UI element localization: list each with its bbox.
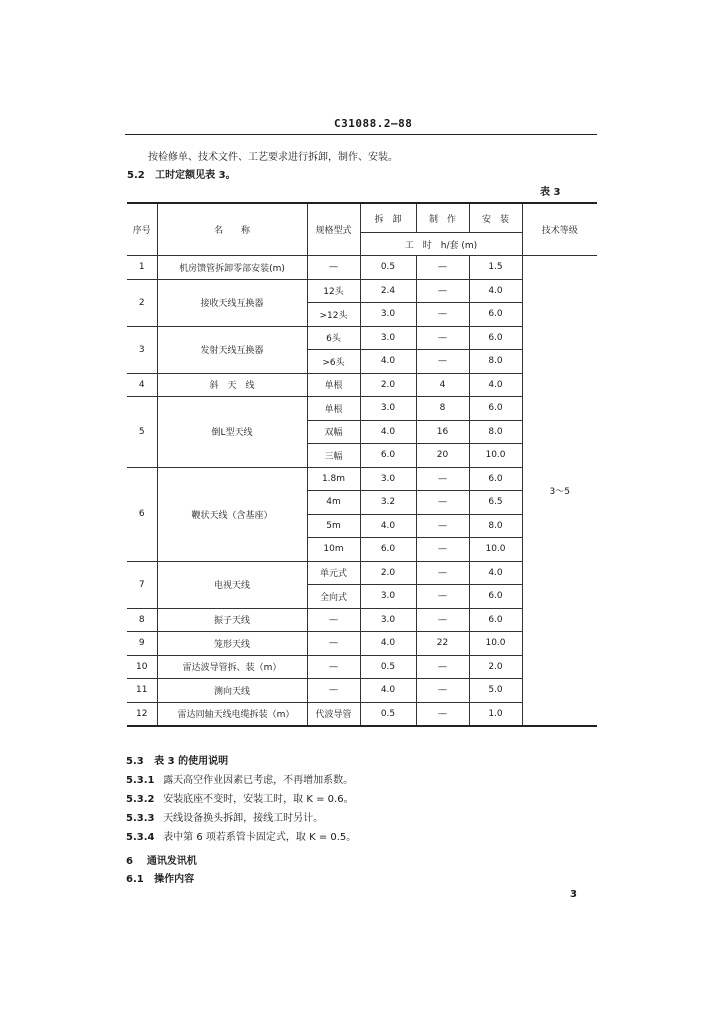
row-name: 雷达同轴天线电缆拆装（m） [157,702,307,726]
intro-text: 按检修单、技术文件、工艺要求进行拆卸，制作、安装。 [148,152,398,163]
row-make: 20 [416,444,469,468]
row-seq: 12 [127,702,157,726]
row-name: 测向天线 [157,679,307,703]
row-install: 1.0 [469,702,522,726]
note-item [126,790,354,805]
work-hour-table [127,202,597,727]
row-remove: 4.0 [360,632,416,656]
row-make: — [416,303,469,327]
row-remove: 4.0 [360,420,416,444]
note-item [126,771,353,786]
header-install: 安 装 [469,203,522,233]
header-seq: 序号 [127,203,157,256]
row-make: — [416,256,469,280]
row-remove: 3.0 [360,397,416,421]
row-install: 6.0 [469,326,522,350]
row-remove: 3.0 [360,303,416,327]
header-make: 制 作 [416,203,469,233]
row-install: 8.0 [469,420,522,444]
row-make: — [416,350,469,374]
row-remove: 6.0 [360,444,416,468]
row-seq: 8 [127,608,157,632]
section-5-3 [126,752,228,767]
section-5-2-title: 工时定额见表 3。 [155,170,236,181]
row-install: 5.0 [469,679,522,703]
row-install: 10.0 [469,632,522,656]
row-seq: 5 [127,397,157,468]
row-make: 8 [416,397,469,421]
row-remove: 2.0 [360,373,416,397]
row-make: — [416,679,469,703]
row-make: — [416,585,469,609]
row-spec: 双幅 [307,420,360,444]
row-make: — [416,279,469,303]
document-code: C31088.2—88 [334,117,413,130]
row-name: 发射天线互换器 [157,326,307,373]
row-seq: 2 [127,279,157,326]
page-number: 3 [570,889,577,900]
row-install: 6.5 [469,491,522,515]
row-name: 雷达波导管拆、装（m） [157,655,307,679]
row-install: 8.0 [469,514,522,538]
row-install: 6.0 [469,467,522,491]
note-number: 5.3.4 [126,832,155,843]
row-install: 4.0 [469,279,522,303]
row-spec: — [307,632,360,656]
table-row [127,256,597,280]
row-spec: 12头 [307,279,360,303]
row-make: 22 [416,632,469,656]
row-spec: 全向式 [307,585,360,609]
row-spec: — [307,256,360,280]
row-seq: 10 [127,655,157,679]
note-number: 5.3.1 [126,775,155,786]
row-remove: 4.0 [360,350,416,374]
row-name: 电视天线 [157,561,307,608]
row-remove: 3.0 [360,608,416,632]
row-remove: 0.5 [360,256,416,280]
note-item [126,828,356,843]
row-seq: 11 [127,679,157,703]
row-install: 6.0 [469,585,522,609]
row-name: 振子天线 [157,608,307,632]
row-spec: 6头 [307,326,360,350]
row-make: — [416,561,469,585]
row-remove: 4.0 [360,514,416,538]
row-remove: 0.5 [360,702,416,726]
row-make: — [416,655,469,679]
row-make: 4 [416,373,469,397]
row-name: 机房馈管拆卸零部安装(m) [157,256,307,280]
row-spec: 4m [307,491,360,515]
row-make: — [416,467,469,491]
row-seq: 1 [127,256,157,280]
row-make: — [416,514,469,538]
header-unit: 工 时 h/套 (m) [360,233,522,256]
note-number: 5.3.2 [126,794,155,805]
note-text: 表中第 6 项若系管卡固定式，取 K = 0.5。 [163,832,357,843]
row-spec: 单根 [307,397,360,421]
row-remove: 3.0 [360,585,416,609]
section-5-3-title: 表 3 的使用说明 [154,756,229,767]
section-5-3-number: 5.3 [126,756,144,767]
row-spec: 代波导管 [307,702,360,726]
row-make: — [416,326,469,350]
row-make: 16 [416,420,469,444]
row-spec: >12头 [307,303,360,327]
note-item [126,809,323,824]
row-spec: 单元式 [307,561,360,585]
row-remove: 4.0 [360,679,416,703]
row-spec: 单根 [307,373,360,397]
row-name: 接收天线互换器 [157,279,307,326]
row-seq: 4 [127,373,157,397]
section-6 [126,852,197,867]
row-install: 6.0 [469,608,522,632]
row-spec: >6头 [307,350,360,374]
row-spec: 三幅 [307,444,360,468]
row-name: 鞭状天线（含基座） [157,467,307,561]
note-text: 天线设备换头拆卸，接线工时另计。 [163,813,324,824]
section-6-title: 通讯发讯机 [146,856,197,867]
row-install: 8.0 [469,350,522,374]
header-name: 名 称 [157,203,307,256]
row-remove: 3.0 [360,467,416,491]
row-spec: — [307,655,360,679]
row-spec: 5m [307,514,360,538]
row-seq: 9 [127,632,157,656]
row-install: 4.0 [469,561,522,585]
note-text: 安装底座不变时，安装工时，取 K = 0.6。 [163,794,354,805]
row-remove: 0.5 [360,655,416,679]
row-make: — [416,608,469,632]
header-grade: 技术等级 [522,203,597,256]
section-5-2-number: 5.2 [127,170,145,181]
row-remove: 2.0 [360,561,416,585]
row-install: 6.0 [469,397,522,421]
row-make: — [416,538,469,562]
row-seq: 6 [127,467,157,561]
row-install: 2.0 [469,655,522,679]
note-text: 露天高空作业因素已考虑，不再增加系数。 [163,775,354,786]
row-install: 6.0 [469,303,522,327]
section-5-2 [127,166,236,181]
row-install: 10.0 [469,444,522,468]
row-name: 斜 天 线 [157,373,307,397]
header-rule [125,134,597,135]
section-6-1 [126,870,194,885]
row-seq: 3 [127,326,157,373]
row-spec: 1.8m [307,467,360,491]
row-install: 10.0 [469,538,522,562]
row-spec: — [307,608,360,632]
row-make: — [416,491,469,515]
header-spec: 规格型式 [307,203,360,256]
row-remove: 3.2 [360,491,416,515]
row-spec: — [307,679,360,703]
row-make: — [416,702,469,726]
row-install: 4.0 [469,373,522,397]
row-name: 倒L型天线 [157,397,307,468]
row-spec: 10m [307,538,360,562]
row-remove: 2.4 [360,279,416,303]
row-seq: 7 [127,561,157,608]
grade-cell: 3～5 [522,256,597,727]
row-remove: 3.0 [360,326,416,350]
section-6-number: 6 [126,856,133,867]
header-remove: 拆 卸 [360,203,416,233]
row-install: 1.5 [469,256,522,280]
note-number: 5.3.3 [126,813,155,824]
row-remove: 6.0 [360,538,416,562]
section-6-1-number: 6.1 [126,874,144,885]
row-name: 笼形天线 [157,632,307,656]
section-6-1-title: 操作内容 [154,874,195,885]
table-label: 表 3 [540,187,561,198]
